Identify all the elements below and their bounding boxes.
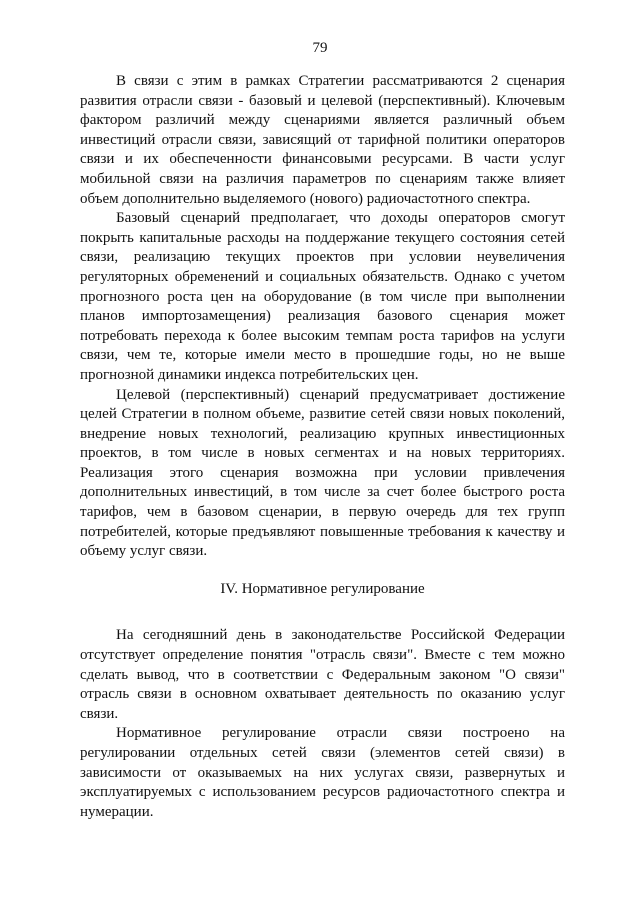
paragraph-industry-definition: На сегодняшний день в законодательстве Российской Федерации отсутствует определение понятия "отрасль связи". Вместе с тем можно сделать вывод, что в соответствии с Федеральным законом "О связи" отрасль связи в основном охватывает деятельность по оказанию услуг связи.	[80, 627, 565, 722]
paragraph-target-scenario: Целевой (перспективный) сценарий предусматривает достижение целей Стратегии в полном объеме, развитие сетей связи новых поколений, внедрение новых технологий, реализацию крупных инвестиционных проектов, в том числе в новых сегментах и на новых территориях. Реализация этого сценария возможна при условии привлечения дополнительных инвестиций, в том числе за счет более быстрого роста тарифов, чем в базовом сценарии, в первую очередь для тех групп потребителей, которые предъявляют повышенные требования к качеству и объему услуг связи.	[80, 386, 565, 560]
section-heading: IV. Нормативное регулирование	[220, 580, 425, 597]
paragraph-base-scenario: Базовый сценарий предполагает, что доходы операторов смогут покрыть капитальные расходы на поддержание текущего состояния сетей связи, реализацию текущих проектов при условии неувеличения регуляторных обременений и социальных обязательств. Однако с учетом прогнозного роста цен на оборудование (в том числе при выполнении планов импортозамещения) реализация базового сценария может потребовать перехода к более высоким темпам роста тарифов на услуги связи, чем те, которые имели место в прошедшие годы, но не выше прогнозной динамики индекса потребительских цен.	[80, 210, 565, 383]
page-number: 79	[312, 40, 328, 56]
paragraph-regulation: Нормативное регулирование отрасли связи построено на регулировании отдельных сетей связи (элементов сетей связи) в зависимости от оказываемых на них услугах связи, развернутых и эксплуатируемых с использованием ресурсов радиочастотного спектра и нумерации.	[80, 725, 565, 820]
document-body	[80, 72, 565, 822]
paragraph-scenarios-intro: В связи с этим в рамках Стратегии рассматриваются 2 сценария развития отрасли связи - базовый и целевой (перспективный). Ключевым фактором различий между сценариями является различный объем инвестиций отрасли связи, зависящий от тарифной политики операторов связи и их обеспеченности финансовыми ресурсами. В части услуг мобильной связи на различия параметров по сценариям также влияет объем дополнительно выделяемого (нового) радиочастотного спектра.	[80, 73, 565, 207]
